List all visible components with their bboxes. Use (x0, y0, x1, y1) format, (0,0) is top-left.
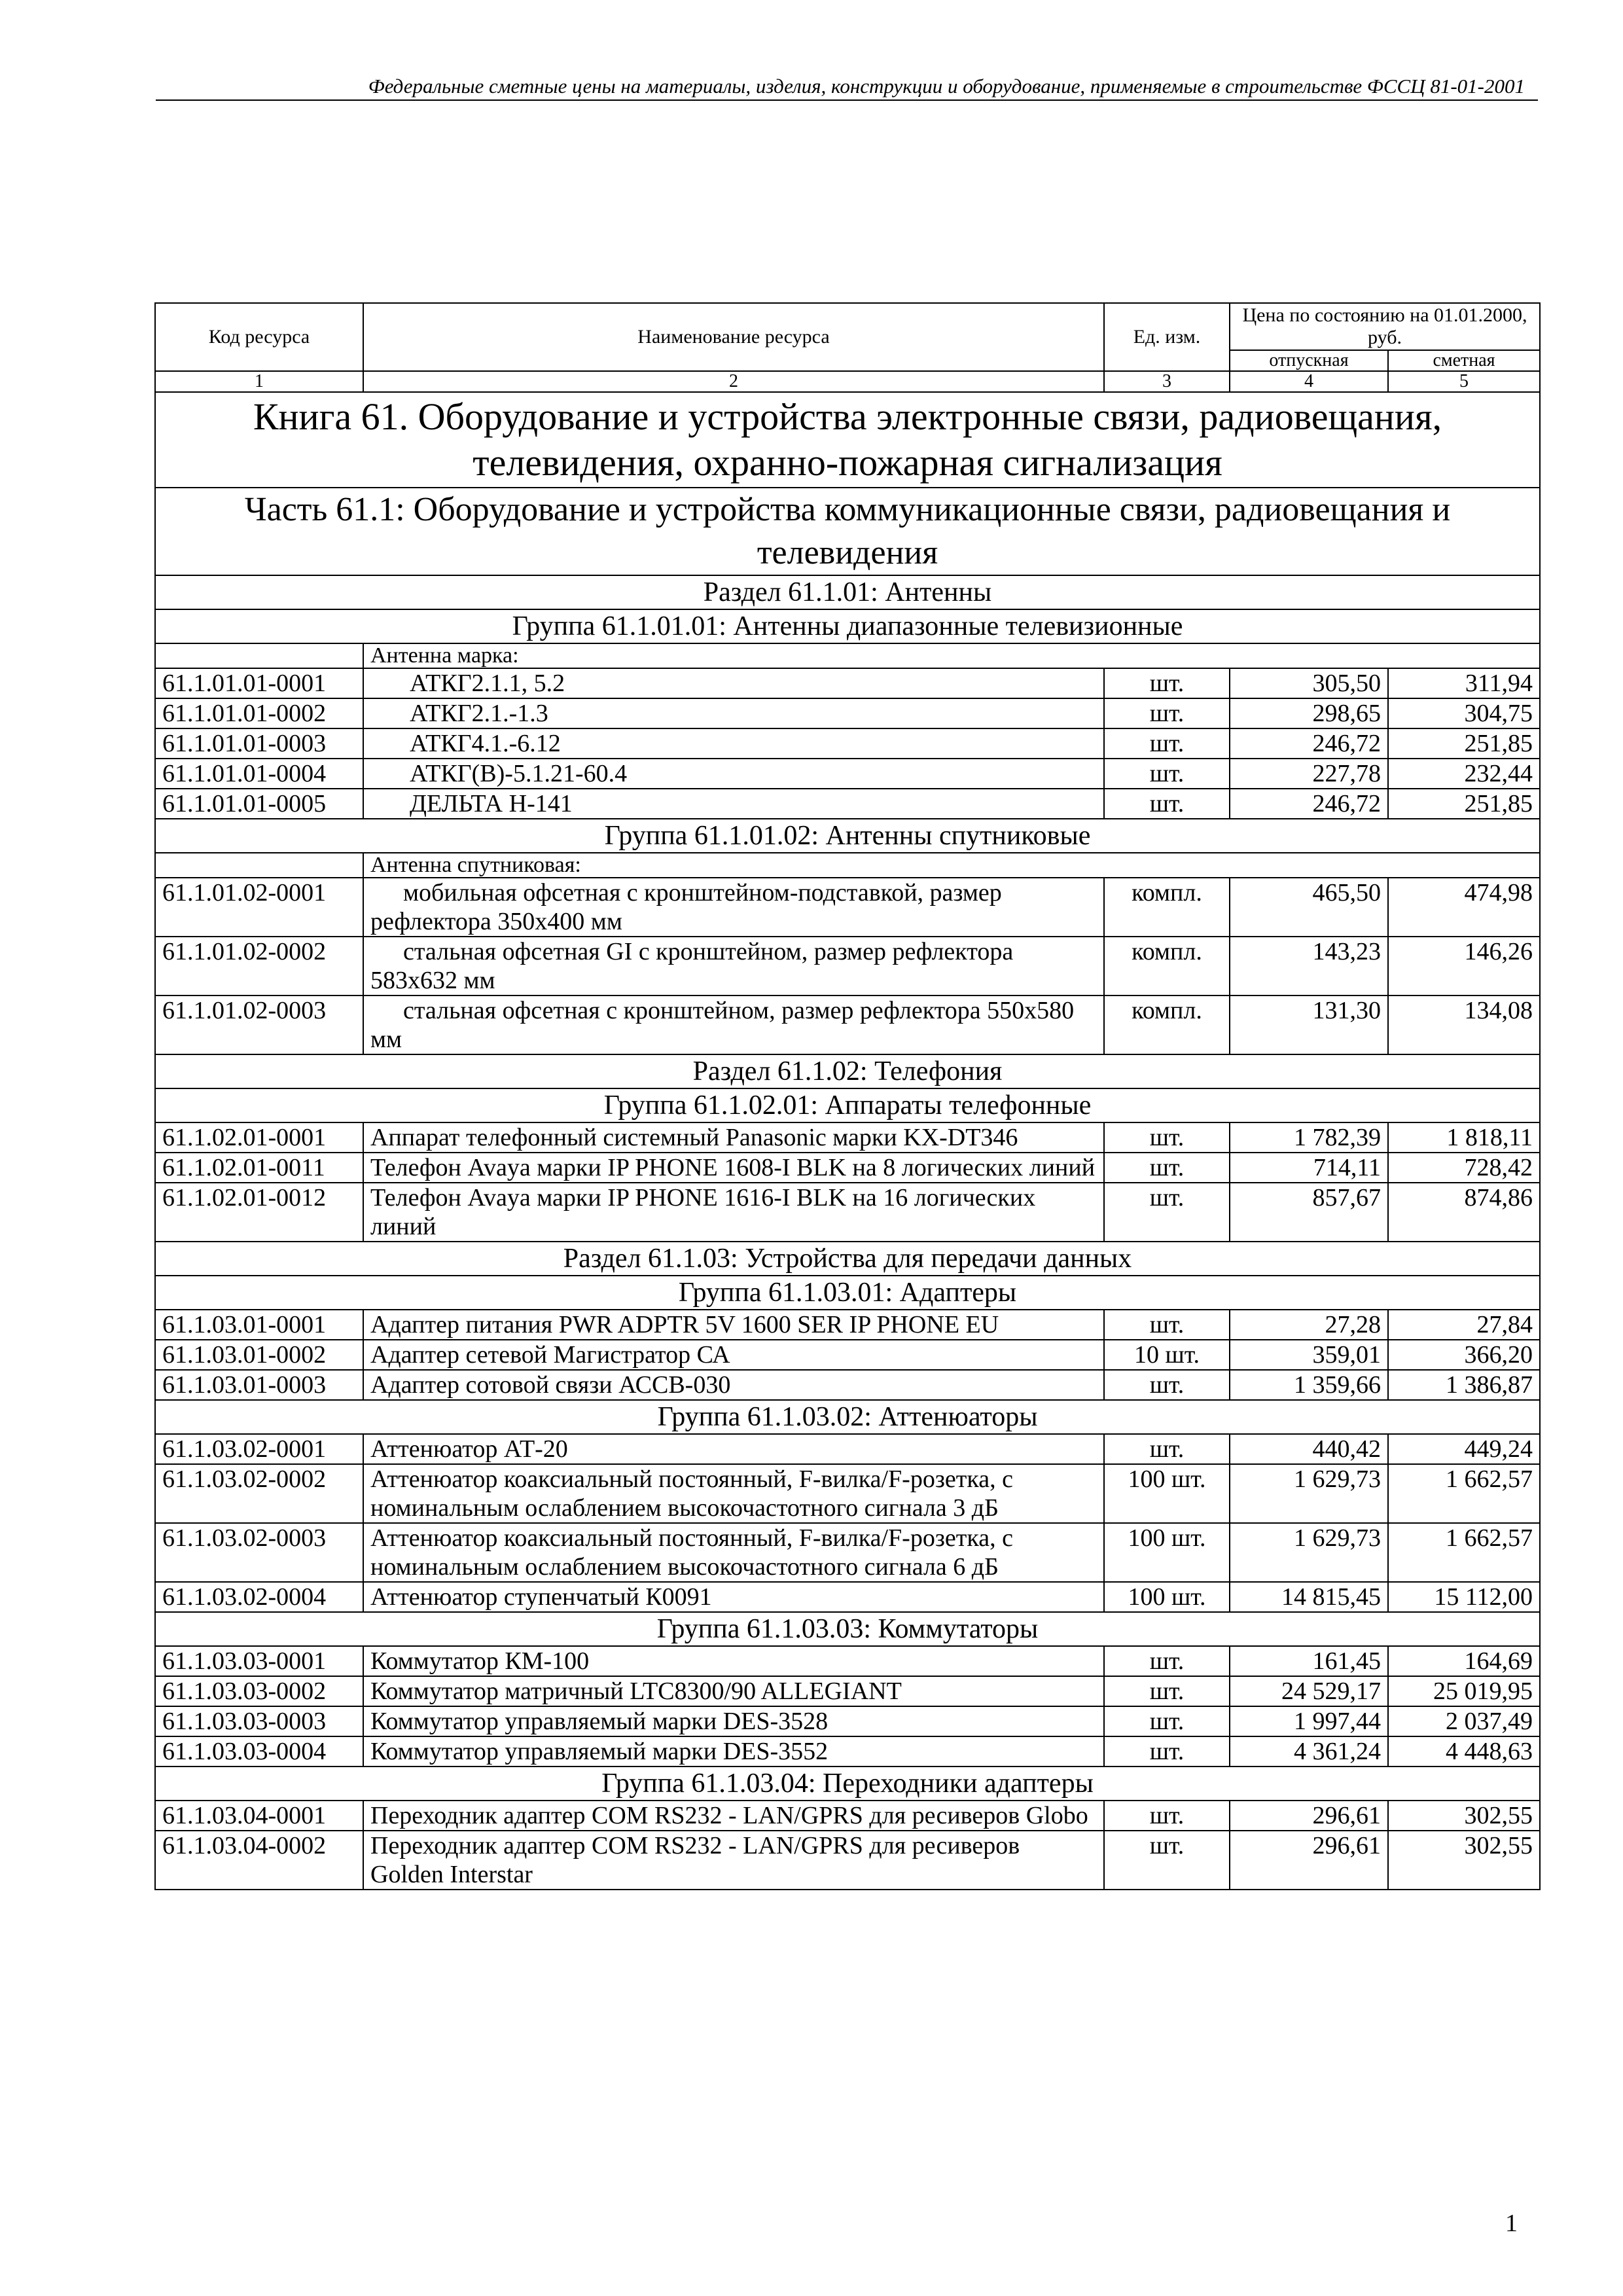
resource-unit: шт. (1104, 1370, 1230, 1400)
group-lead-text: Антенна спутниковая: (363, 853, 1540, 878)
resource-unit: компл. (1104, 878, 1230, 937)
group-row (155, 1767, 1540, 1801)
part-title-row (155, 488, 1540, 575)
price-estimate: 728,42 (1388, 1153, 1540, 1183)
group-row (155, 1400, 1540, 1434)
resource-name: Коммутатор управляемый марки DES-3552 (363, 1736, 1104, 1767)
group-lead-row (155, 643, 1540, 668)
table-row (155, 937, 1540, 996)
book-title-row (155, 392, 1540, 488)
price-estimate: 1 818,11 (1388, 1122, 1540, 1153)
table-row (155, 728, 1540, 759)
price-release: 440,42 (1230, 1434, 1388, 1464)
group-title: Группа 61.1.01.02: Антенны спутниковые (155, 819, 1540, 853)
group-lead-row (155, 853, 1540, 878)
price-estimate: 1 662,57 (1388, 1464, 1540, 1523)
resource-unit: шт. (1104, 1831, 1230, 1890)
resource-unit: шт. (1104, 668, 1230, 698)
table-header-row (155, 303, 1540, 350)
group-row (155, 819, 1540, 853)
book-title: Книга 61. Оборудование и устройства электронные связи, радиовещания, телевидения, охранно-пожарная сигнализация (155, 392, 1540, 488)
price-release: 227,78 (1230, 759, 1388, 789)
resource-name: Коммутатор управляемый марки DES-3528 (363, 1706, 1104, 1736)
resource-name: мобильная офсетная с кронштейном-подставкой, размер рефлектора 350х400 мм (363, 878, 1104, 937)
table-row (155, 1370, 1540, 1400)
price-release: 1 629,73 (1230, 1464, 1388, 1523)
price-estimate: 302,55 (1388, 1831, 1540, 1890)
resource-unit: шт. (1104, 1676, 1230, 1706)
resource-unit: шт. (1104, 1434, 1230, 1464)
resource-code: 61.1.03.03-0003 (155, 1706, 363, 1736)
price-estimate: 1 386,87 (1388, 1370, 1540, 1400)
resource-name: Адаптер сетевой Магистратор СА (363, 1340, 1104, 1370)
section-row (155, 575, 1540, 609)
running-header: Федеральные сметные цены на материалы, изделия, конструкции и оборудование, применяемые в строительстве ФССЦ 81-01-2001 (156, 73, 1538, 101)
resource-code: 61.1.03.01-0003 (155, 1370, 363, 1400)
resource-code: 61.1.02.01-0001 (155, 1122, 363, 1153)
resource-price-table (154, 302, 1541, 1890)
price-release: 305,50 (1230, 668, 1388, 698)
header-price-estimate: сметная (1388, 350, 1540, 371)
table-row (155, 1646, 1540, 1676)
table-row (155, 668, 1540, 698)
table-row (155, 996, 1540, 1054)
resource-name: Переходник адаптер COM RS232 - LAN/GPRS для ресиверов Globo (363, 1801, 1104, 1831)
resource-code: 61.1.03.03-0001 (155, 1646, 363, 1676)
section-title: Раздел 61.1.02: Телефония (155, 1054, 1540, 1088)
resource-code: 61.1.01.02-0001 (155, 878, 363, 937)
table-row (155, 1582, 1540, 1612)
header-name: Наименование ресурса (363, 303, 1104, 371)
resource-unit: шт. (1104, 759, 1230, 789)
resource-name: Телефон Avaya марки IP PHONE 1608-I BLK на 8 логических линий (363, 1153, 1104, 1183)
resource-name: Аттенюатор ступенчатый К0091 (363, 1582, 1104, 1612)
resource-code: 61.1.03.02-0003 (155, 1523, 363, 1582)
resource-unit: шт. (1104, 1122, 1230, 1153)
resource-name: Аппарат телефонный системный Panasonic марки KX-DT346 (363, 1122, 1104, 1153)
price-release: 1 359,66 (1230, 1370, 1388, 1400)
price-estimate: 15 112,00 (1388, 1582, 1540, 1612)
resource-name: АТКГ2.1.1, 5.2 (363, 668, 1104, 698)
price-release: 24 529,17 (1230, 1676, 1388, 1706)
column-number: 3 (1104, 371, 1230, 392)
resource-name: Переходник адаптер COM RS232 - LAN/GPRS для ресиверов Golden Interstar (363, 1831, 1104, 1890)
price-estimate: 251,85 (1388, 728, 1540, 759)
group-lead-text: Антенна марка: (363, 643, 1540, 668)
price-estimate: 27,84 (1388, 1310, 1540, 1340)
resource-code: 61.1.03.02-0002 (155, 1464, 363, 1523)
section-title: Раздел 61.1.01: Антенны (155, 575, 1540, 609)
price-release: 246,72 (1230, 728, 1388, 759)
resource-name: Аттенюатор АТ-20 (363, 1434, 1104, 1464)
price-release: 296,61 (1230, 1831, 1388, 1890)
price-release: 359,01 (1230, 1340, 1388, 1370)
group-row (155, 1276, 1540, 1310)
resource-unit: компл. (1104, 937, 1230, 996)
group-row (155, 1612, 1540, 1646)
price-release: 143,23 (1230, 937, 1388, 996)
table-row (155, 1122, 1540, 1153)
resource-code: 61.1.03.01-0002 (155, 1340, 363, 1370)
resource-code: 61.1.03.02-0004 (155, 1582, 363, 1612)
table-row (155, 1736, 1540, 1767)
resource-code: 61.1.01.02-0002 (155, 937, 363, 996)
price-estimate: 2 037,49 (1388, 1706, 1540, 1736)
table-row (155, 1676, 1540, 1706)
price-release: 4 361,24 (1230, 1736, 1388, 1767)
price-release: 1 629,73 (1230, 1523, 1388, 1582)
price-release: 131,30 (1230, 996, 1388, 1054)
price-release: 27,28 (1230, 1310, 1388, 1340)
resource-unit: шт. (1104, 1153, 1230, 1183)
header-price: Цена по состоянию на 01.01.2000, руб. (1230, 303, 1540, 350)
price-release: 465,50 (1230, 878, 1388, 937)
header-price-release: отпускная (1230, 350, 1388, 371)
price-estimate: 304,75 (1388, 698, 1540, 728)
resource-name: Адаптер питания PWR ADPTR 5V 1600 SER IP PHONE EU (363, 1310, 1104, 1340)
table-row (155, 1464, 1540, 1523)
resource-name: АТКГ4.1.-6.12 (363, 728, 1104, 759)
resource-name: АТКГ2.1.-1.3 (363, 698, 1104, 728)
resource-unit: шт. (1104, 1801, 1230, 1831)
price-release: 857,67 (1230, 1183, 1388, 1242)
resource-name: Коммутатор матричный LTC8300/90 ALLEGIANT (363, 1676, 1104, 1706)
table-row (155, 1183, 1540, 1242)
resource-unit: шт. (1104, 1736, 1230, 1767)
price-estimate: 311,94 (1388, 668, 1540, 698)
group-title: Группа 61.1.03.04: Переходники адаптеры (155, 1767, 1540, 1801)
resource-unit: шт. (1104, 1183, 1230, 1242)
resource-code: 61.1.01.02-0003 (155, 996, 363, 1054)
table-row (155, 698, 1540, 728)
resource-code: 61.1.02.01-0012 (155, 1183, 363, 1242)
table-row (155, 1831, 1540, 1890)
page-number: 1 (1505, 2210, 1518, 2237)
price-release: 296,61 (1230, 1801, 1388, 1831)
group-row (155, 1088, 1540, 1122)
resource-code: 61.1.01.01-0002 (155, 698, 363, 728)
header-code: Код ресурса (155, 303, 363, 371)
column-number-row (155, 371, 1540, 392)
group-title: Группа 61.1.03.01: Адаптеры (155, 1276, 1540, 1310)
price-estimate: 302,55 (1388, 1801, 1540, 1831)
resource-code: 61.1.03.02-0001 (155, 1434, 363, 1464)
resource-code: 61.1.03.03-0002 (155, 1676, 363, 1706)
table-row (155, 1153, 1540, 1183)
table-row (155, 878, 1540, 937)
resource-unit: 100 шт. (1104, 1523, 1230, 1582)
price-estimate: 25 019,95 (1388, 1676, 1540, 1706)
resource-unit: шт. (1104, 1646, 1230, 1676)
price-estimate: 474,98 (1388, 878, 1540, 937)
resource-name: Аттенюатор коаксиальный постоянный, F-вилка/F-розетка, с номинальным ослаблением высокочастотного сигнала 6 дБ (363, 1523, 1104, 1582)
resource-code: 61.1.03.04-0002 (155, 1831, 363, 1890)
price-estimate: 134,08 (1388, 996, 1540, 1054)
price-estimate: 366,20 (1388, 1340, 1540, 1370)
empty-cell (155, 643, 363, 668)
group-title: Группа 61.1.03.03: Коммутаторы (155, 1612, 1540, 1646)
price-estimate: 1 662,57 (1388, 1523, 1540, 1582)
resource-code: 61.1.03.03-0004 (155, 1736, 363, 1767)
resource-code: 61.1.01.01-0003 (155, 728, 363, 759)
table-row (155, 1434, 1540, 1464)
column-number: 5 (1388, 371, 1540, 392)
column-number: 4 (1230, 371, 1388, 392)
table-row (155, 1706, 1540, 1736)
price-estimate: 232,44 (1388, 759, 1540, 789)
resource-code: 61.1.03.04-0001 (155, 1801, 363, 1831)
resource-unit: 10 шт. (1104, 1340, 1230, 1370)
column-number: 2 (363, 371, 1104, 392)
price-estimate: 874,86 (1388, 1183, 1540, 1242)
price-estimate: 4 448,63 (1388, 1736, 1540, 1767)
price-estimate: 146,26 (1388, 937, 1540, 996)
resource-code: 61.1.01.01-0001 (155, 668, 363, 698)
section-title: Раздел 61.1.03: Устройства для передачи данных (155, 1242, 1540, 1276)
price-release: 161,45 (1230, 1646, 1388, 1676)
resource-unit: 100 шт. (1104, 1582, 1230, 1612)
table-row (155, 789, 1540, 819)
resource-unit: шт. (1104, 789, 1230, 819)
group-row (155, 609, 1540, 643)
part-title: Часть 61.1: Оборудование и устройства коммуникационные связи, радиовещания и телевидения (155, 488, 1540, 575)
resource-name: стальная офсетная с кронштейном, размер рефлектора 550х580 мм (363, 996, 1104, 1054)
resource-name: АТКГ(В)-5.1.21-60.4 (363, 759, 1104, 789)
price-release: 714,11 (1230, 1153, 1388, 1183)
price-estimate: 251,85 (1388, 789, 1540, 819)
resource-name: Телефон Avaya марки IP PHONE 1616-I BLK на 16 логических линий (363, 1183, 1104, 1242)
group-title: Группа 61.1.03.02: Аттенюаторы (155, 1400, 1540, 1434)
price-release: 14 815,45 (1230, 1582, 1388, 1612)
resource-unit: шт. (1104, 1310, 1230, 1340)
resource-code: 61.1.03.01-0001 (155, 1310, 363, 1340)
resource-name: стальная офсетная GI с кронштейном, размер рефлектора 583х632 мм (363, 937, 1104, 996)
price-estimate: 449,24 (1388, 1434, 1540, 1464)
table-row (155, 1310, 1540, 1340)
resource-name: ДЕЛЬТА Н-141 (363, 789, 1104, 819)
table-row (155, 1340, 1540, 1370)
resource-unit: шт. (1104, 698, 1230, 728)
resource-code: 61.1.01.01-0005 (155, 789, 363, 819)
price-estimate: 164,69 (1388, 1646, 1540, 1676)
group-title: Группа 61.1.01.01: Антенны диапазонные телевизионные (155, 609, 1540, 643)
resource-name: Коммутатор КМ-100 (363, 1646, 1104, 1676)
section-row (155, 1242, 1540, 1276)
price-release: 298,65 (1230, 698, 1388, 728)
resource-code: 61.1.02.01-0011 (155, 1153, 363, 1183)
table-row (155, 759, 1540, 789)
resource-name: Адаптер сотовой связи АССВ-030 (363, 1370, 1104, 1400)
resource-unit: шт. (1104, 1706, 1230, 1736)
price-release: 1 997,44 (1230, 1706, 1388, 1736)
price-release: 1 782,39 (1230, 1122, 1388, 1153)
resource-name: Аттенюатор коаксиальный постоянный, F-вилка/F-розетка, с номинальным ослаблением высокочастотного сигнала 3 дБ (363, 1464, 1104, 1523)
resource-code: 61.1.01.01-0004 (155, 759, 363, 789)
table-row (155, 1523, 1540, 1582)
price-release: 246,72 (1230, 789, 1388, 819)
resource-unit: шт. (1104, 728, 1230, 759)
empty-cell (155, 853, 363, 878)
group-title: Группа 61.1.02.01: Аппараты телефонные (155, 1088, 1540, 1122)
table-row (155, 1801, 1540, 1831)
column-number: 1 (155, 371, 363, 392)
resource-unit: 100 шт. (1104, 1464, 1230, 1523)
resource-unit: компл. (1104, 996, 1230, 1054)
section-row (155, 1054, 1540, 1088)
header-unit: Ед. изм. (1104, 303, 1230, 371)
